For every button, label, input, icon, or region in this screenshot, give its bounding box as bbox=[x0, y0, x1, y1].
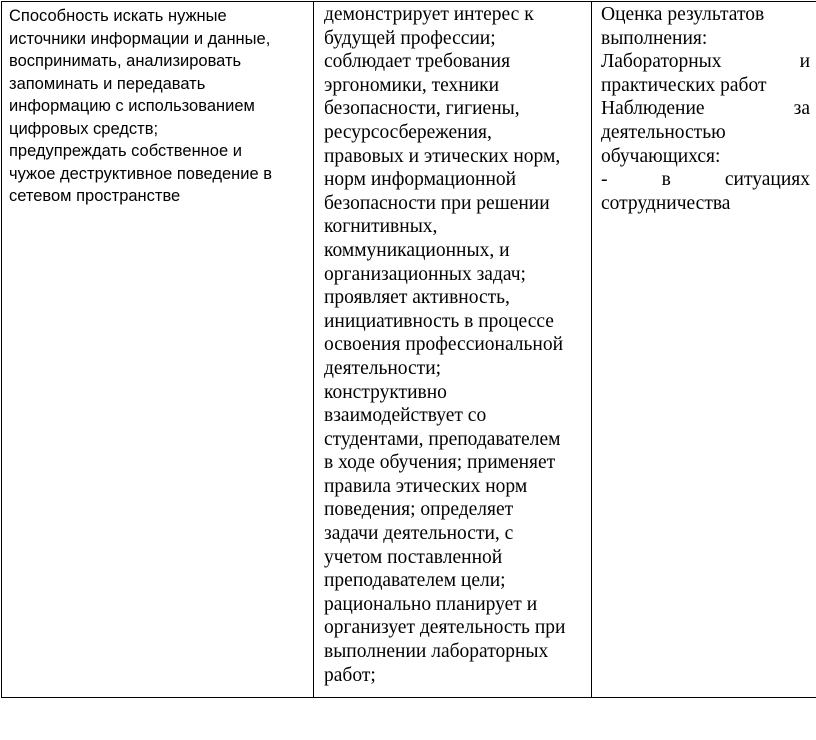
text-line: преподавателем цели; bbox=[324, 570, 506, 592]
text-line: чужое деструктивное поведение в bbox=[9, 164, 273, 183]
text-line: выполнения: bbox=[601, 27, 708, 49]
text-line: взаимодействует со bbox=[324, 405, 487, 427]
assessment-method-cell bbox=[592, 2, 816, 698]
text-line: конструктивно bbox=[324, 381, 447, 403]
text-line: учетом поставленной bbox=[324, 546, 503, 568]
criteria-text bbox=[314, 2, 591, 687]
word: в bbox=[661, 169, 671, 191]
text-line: инициативность в процессе bbox=[324, 310, 554, 332]
text-line: Оценка результатов bbox=[601, 4, 765, 25]
text-line: организационных задач; bbox=[324, 263, 526, 285]
word: и bbox=[799, 51, 810, 73]
word: за bbox=[793, 98, 810, 120]
text-line: эргономики, техники bbox=[324, 74, 500, 96]
text-line: деятельности; bbox=[324, 357, 442, 379]
word: - bbox=[601, 169, 608, 191]
text-line: поведения; определяет bbox=[324, 499, 514, 521]
assessment-table bbox=[1, 1, 816, 698]
text-line bbox=[601, 97, 810, 121]
word: Наблюдение bbox=[601, 98, 705, 120]
text-line: Способность искать нужные bbox=[9, 7, 227, 25]
text-line: безопасности при решении bbox=[324, 192, 550, 214]
text-line: студентами, преподавателем bbox=[324, 428, 561, 450]
text-line: правовых и этических норм, bbox=[324, 145, 561, 167]
text-line: когнитивных, bbox=[324, 216, 438, 238]
text-line: норм информационной bbox=[324, 169, 517, 191]
word: Лабораторных bbox=[601, 51, 722, 73]
text-line: будущей профессии; bbox=[324, 27, 496, 49]
text-line: коммуникационных, и bbox=[324, 239, 510, 261]
text-line: демонстрирует интерес к bbox=[324, 4, 534, 25]
text-line: работ; bbox=[324, 664, 376, 686]
text-line: безопасности, гигиены, bbox=[324, 98, 520, 120]
criteria-cell bbox=[314, 2, 592, 698]
text-line: сетевом пространстве bbox=[9, 187, 181, 205]
competency-cell bbox=[2, 2, 314, 698]
word: ситуациях bbox=[724, 169, 810, 191]
text-line: цифровых средств; bbox=[9, 119, 159, 138]
text-line: сотрудничества bbox=[601, 192, 731, 214]
text-line: организует деятельность при bbox=[324, 617, 566, 639]
text-line: рационально планирует и bbox=[324, 593, 538, 615]
competency-text bbox=[2, 2, 313, 208]
text-line bbox=[601, 168, 810, 192]
text-line: освоения профессиональной bbox=[324, 334, 564, 356]
text-line: задачи деятельности, с bbox=[324, 523, 514, 545]
text-line: воспринимать, анализировать bbox=[9, 52, 242, 70]
text-line: выполнении лабораторных bbox=[324, 641, 549, 663]
text-line: информацию с использованием bbox=[9, 97, 255, 115]
table-row bbox=[2, 2, 816, 698]
text-line: обучающихся: bbox=[601, 145, 721, 167]
text-line bbox=[601, 50, 810, 74]
text-line: деятельностью bbox=[601, 121, 726, 143]
text-line: соблюдает требования bbox=[324, 51, 511, 73]
text-line: источники информации и данные, bbox=[9, 29, 271, 48]
text-line: предупреждать собственное и bbox=[9, 142, 242, 160]
text-line: запоминать и передавать bbox=[9, 74, 206, 93]
assessment-method-text bbox=[592, 2, 816, 215]
text-line: проявляет активность, bbox=[324, 287, 510, 309]
text-line: ресурсосбережения, bbox=[324, 121, 492, 143]
text-line: практических работ bbox=[601, 74, 767, 96]
text-line: правила этических норм bbox=[324, 475, 528, 497]
text-line: в ходе обучения; применяет bbox=[324, 452, 556, 474]
